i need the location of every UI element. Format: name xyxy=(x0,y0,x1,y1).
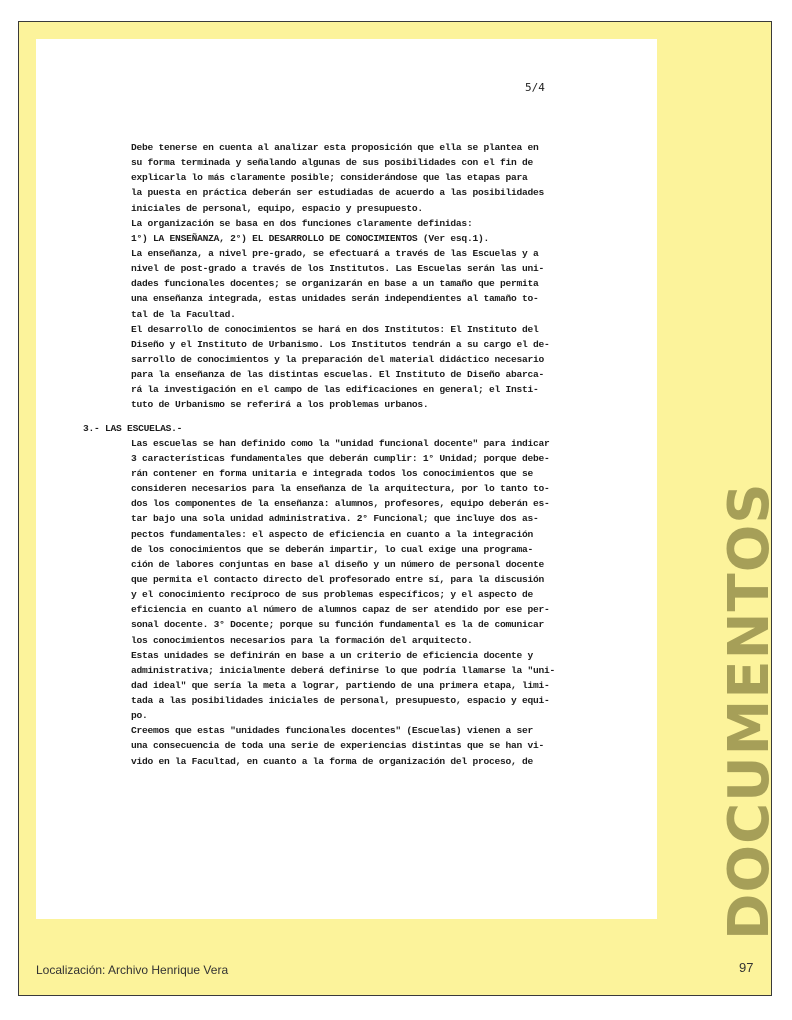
section-side-title: DOCUMENTOS xyxy=(717,482,782,940)
text-line: La organización se basa en dos funciones claramente definidas: xyxy=(131,217,473,229)
text-line: ción de labores conjuntas en base al diseño y un número de personal docente xyxy=(131,558,545,570)
text-line: que permita el contacto directo del profesorado entre sí, para la discusión xyxy=(131,573,545,585)
text-line: tuto de Urbanismo se referirá a los problemas urbanos. xyxy=(131,399,429,411)
text-line: tal de la Facultad. xyxy=(131,308,236,320)
text-line: El desarrollo de conocimientos se hará en dos Institutos: El Instituto del xyxy=(131,323,539,335)
document-body xyxy=(83,140,586,769)
paragraph-block-2 xyxy=(131,436,586,769)
text-line: vido en la Facultad, en cuanto a la forma de organización del proceso, de xyxy=(131,755,534,767)
text-line: Creemos que estas "unidades funcionales docentes" (Escuelas) vienen a ser xyxy=(131,725,534,737)
text-line: 3 características fundamentales que deberán cumplir: 1° Unidad; porque debe- xyxy=(131,452,550,464)
text-line: dos los componentes de la enseñanza: alumnos, profesores, equipo deberán es- xyxy=(131,498,550,510)
document-page-number: 5/4 xyxy=(525,81,545,94)
scanned-document-sheet xyxy=(36,39,657,919)
text-line: nivel de post-grado a través de los Institutos. Las Escuelas serán las uni- xyxy=(131,263,545,275)
text-line: consideren necesarios para la enseñanza de la arquitectura, por lo tanto to- xyxy=(131,483,550,495)
text-line: Diseño y el Instituto de Urbanismo. Los Institutos tendrán a su cargo el de- xyxy=(131,338,550,350)
text-line: Estas unidades se definirán en base a un criterio de eficiencia docente y xyxy=(131,649,534,661)
text-line: Las escuelas se han definido como la "unidad funcional docente" para indicar xyxy=(131,437,550,449)
text-line: iniciales de personal, equipo, espacio y presupuesto. xyxy=(131,202,423,214)
text-line: La enseñanza, a nivel pre-grado, se efectuará a través de las Escuelas y a xyxy=(131,247,539,259)
text-line: po. xyxy=(131,710,148,722)
text-line: 1°) LA ENSEÑANZA, 2°) EL DESARROLLO DE CONOCIMIENTOS (Ver esq.1). xyxy=(131,232,489,244)
page-folio: 97 xyxy=(739,960,754,975)
text-line: la puesta en práctica deberán ser estudiadas de acuerdo a las posibilidades xyxy=(131,187,545,199)
text-line: tar bajo una sola unidad administrativa. 2° Funcional; que incluye dos as- xyxy=(131,513,539,525)
text-line: una consecuencia de toda una serie de experiencias distintas que se han vi- xyxy=(131,740,545,752)
text-line: sonal docente. 3° Docente; porque su función fundamental es la de comunicar xyxy=(131,619,545,631)
text-line: y el conocimiento recíproco de sus problemas específicos; y el aspecto de xyxy=(131,589,534,601)
text-line: los conocimientos necesarios para la formación del arquitecto. xyxy=(131,634,473,646)
text-line: tada a las posibilidades iniciales de personal, presupuesto, espacio y equi- xyxy=(131,695,550,707)
paragraph-block-1 xyxy=(131,140,586,413)
text-line: para la enseñanza de las distintas escuelas. El Instituto de Diseño abarca- xyxy=(131,369,545,381)
text-line: de los conocimientos que se deberán impartir, lo cual exige una programa- xyxy=(131,543,534,555)
text-line: Debe tenerse en cuenta al analizar esta proposición que ella se plantea en xyxy=(131,142,539,153)
text-line: dad ideal" que sería la meta a lograr, partiendo de una primera etapa, limi- xyxy=(131,679,550,691)
text-line: dades funcionales docentes; se organizarán en base a un tamaño que permita xyxy=(131,278,539,290)
text-line: rán contener en forma unitaria e integrada todos los conocimientos que se xyxy=(131,467,534,479)
page-frame xyxy=(18,21,782,996)
text-line: rá la investigación en el campo de las edificaciones en general; el Insti- xyxy=(131,384,539,396)
text-line: una enseñanza integrada, estas unidades serán independientes al tamaño to- xyxy=(131,293,539,305)
text-line: sarrollo de conocimientos y la preparación del material didáctico necesario xyxy=(131,353,545,365)
source-caption: Localización: Archivo Henrique Vera xyxy=(36,963,229,977)
section-heading: 3.- LAS ESCUELAS.- xyxy=(83,422,183,434)
text-line: administrativa; inicialmente deberá definirse lo que podría llamarse la "uni- xyxy=(131,664,556,676)
text-line: pectos fundamentales: el aspecto de eficiencia en cuanto a la integración xyxy=(131,528,534,540)
text-line: eficiencia en cuanto al número de alumnos capaz de ser atendido por ese per- xyxy=(131,604,550,616)
text-line: su forma terminada y señalando algunas de sus posibilidades con el fin de xyxy=(131,157,534,169)
text-line: explicarla lo más claramente posible; considerándose que las etapas para xyxy=(131,172,528,184)
